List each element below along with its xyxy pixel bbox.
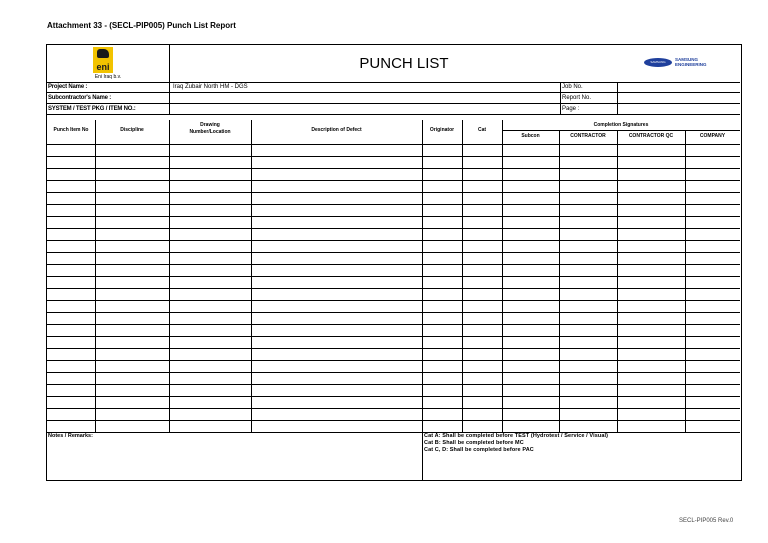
- notes-section: [47, 432, 740, 480]
- report-no-value[interactable]: [617, 93, 618, 103]
- col-description: Description of Defect: [311, 127, 362, 133]
- table-row[interactable]: [47, 264, 740, 265]
- notes-divider: [422, 432, 423, 480]
- info-row-subcontractor: [47, 93, 740, 104]
- page-title: PUNCH LIST: [359, 55, 449, 72]
- job-no-value[interactable]: [617, 82, 618, 92]
- completion-divider: [502, 130, 740, 131]
- col-cat: Cat: [477, 127, 487, 133]
- report-no-label: Report No.: [562, 95, 592, 101]
- table-row[interactable]: [47, 240, 740, 241]
- col-contractor-qc: CONTRACTOR QC: [628, 133, 674, 139]
- samsung-logo-icon: [644, 58, 672, 67]
- table-row[interactable]: [47, 408, 740, 409]
- table-row[interactable]: [47, 228, 740, 229]
- table-row[interactable]: [47, 156, 740, 157]
- client-logo-cell: [47, 45, 170, 82]
- category-note: Cat B: Shall be completed before MC: [424, 440, 524, 446]
- samsung-oval-text: SAMSUNG: [650, 60, 666, 64]
- table-row[interactable]: [47, 336, 740, 337]
- table-row[interactable]: [47, 324, 740, 325]
- samsung-line2: ENGINEERING: [675, 62, 707, 67]
- table-row[interactable]: [47, 348, 740, 349]
- category-note: Cat A: Shall be completed before TEST (Hydrotest / Service / Visual): [424, 433, 609, 439]
- table-row[interactable]: [47, 204, 740, 205]
- table-row[interactable]: [47, 288, 740, 289]
- page-label: Page :: [562, 106, 580, 112]
- client-name: Eni Iraq b.v.: [94, 74, 122, 80]
- samsung-line1: SAMSUNG: [675, 57, 699, 62]
- table-row[interactable]: [47, 192, 740, 193]
- divider: [169, 93, 170, 103]
- contractor-logo-cell: [639, 45, 740, 82]
- col-discipline: Discipline: [120, 127, 144, 133]
- col-drawing-line1: Drawing: [200, 122, 220, 128]
- table-row[interactable]: [47, 312, 740, 313]
- col-drawing-line2: Number/Location: [189, 129, 231, 135]
- col-punch-item-no: Punch Item No: [53, 127, 89, 133]
- col-company: COMPANY: [699, 133, 726, 139]
- six-legged-dog-icon: [97, 49, 109, 58]
- samsung-engineering-logo: [675, 57, 707, 67]
- table-column-divider: [685, 130, 686, 432]
- notes-top-border: [47, 432, 740, 433]
- eni-logo-icon: [93, 47, 113, 73]
- form-header: [47, 45, 740, 83]
- eni-logo-word: eni: [96, 62, 110, 72]
- form-revision-footer: SECL-PIP005 Rev.0: [679, 518, 734, 524]
- table-row[interactable]: [47, 396, 740, 397]
- system-label: SYSTEM / TEST PKG / ITEM NO.:: [48, 106, 136, 112]
- col-subcon: Subcon: [521, 133, 540, 139]
- table-row[interactable]: [47, 372, 740, 373]
- table-column-header: [47, 120, 740, 145]
- table-row[interactable]: [47, 420, 740, 421]
- col-completion-signatures: Completion Signatures: [593, 122, 649, 128]
- table-column-divider: [617, 130, 618, 432]
- table-row[interactable]: [47, 180, 740, 181]
- divider: [169, 82, 170, 92]
- col-originator: Originator: [429, 127, 455, 133]
- table-column-divider: [559, 130, 560, 432]
- page-value[interactable]: [617, 104, 618, 114]
- project-name-label: Project Name :: [48, 84, 88, 90]
- table-row[interactable]: [47, 216, 740, 217]
- info-row-project: [47, 82, 740, 93]
- divider: [169, 104, 170, 114]
- table-row[interactable]: [47, 300, 740, 301]
- table-row[interactable]: [47, 168, 740, 169]
- col-contractor: CONTRACTOR: [570, 133, 606, 139]
- table-row[interactable]: [47, 360, 740, 361]
- subcontractor-label: Subcontractor's Name :: [48, 95, 112, 101]
- table-row[interactable]: [47, 384, 740, 385]
- category-note: Cat C, D: Shall be completed before PAC: [424, 447, 534, 453]
- attachment-title: Attachment 33 - (SECL-PIP005) Punch List Report: [47, 21, 236, 30]
- punch-list-form: [46, 44, 742, 481]
- project-name-value[interactable]: Iraq Zubair North HM - DGS: [173, 84, 248, 90]
- table-row[interactable]: [47, 252, 740, 253]
- job-no-label: Job No.: [562, 84, 583, 90]
- notes-label: Notes / Remarks:: [48, 433, 93, 439]
- info-row-system: [47, 104, 740, 115]
- table-row[interactable]: [47, 276, 740, 277]
